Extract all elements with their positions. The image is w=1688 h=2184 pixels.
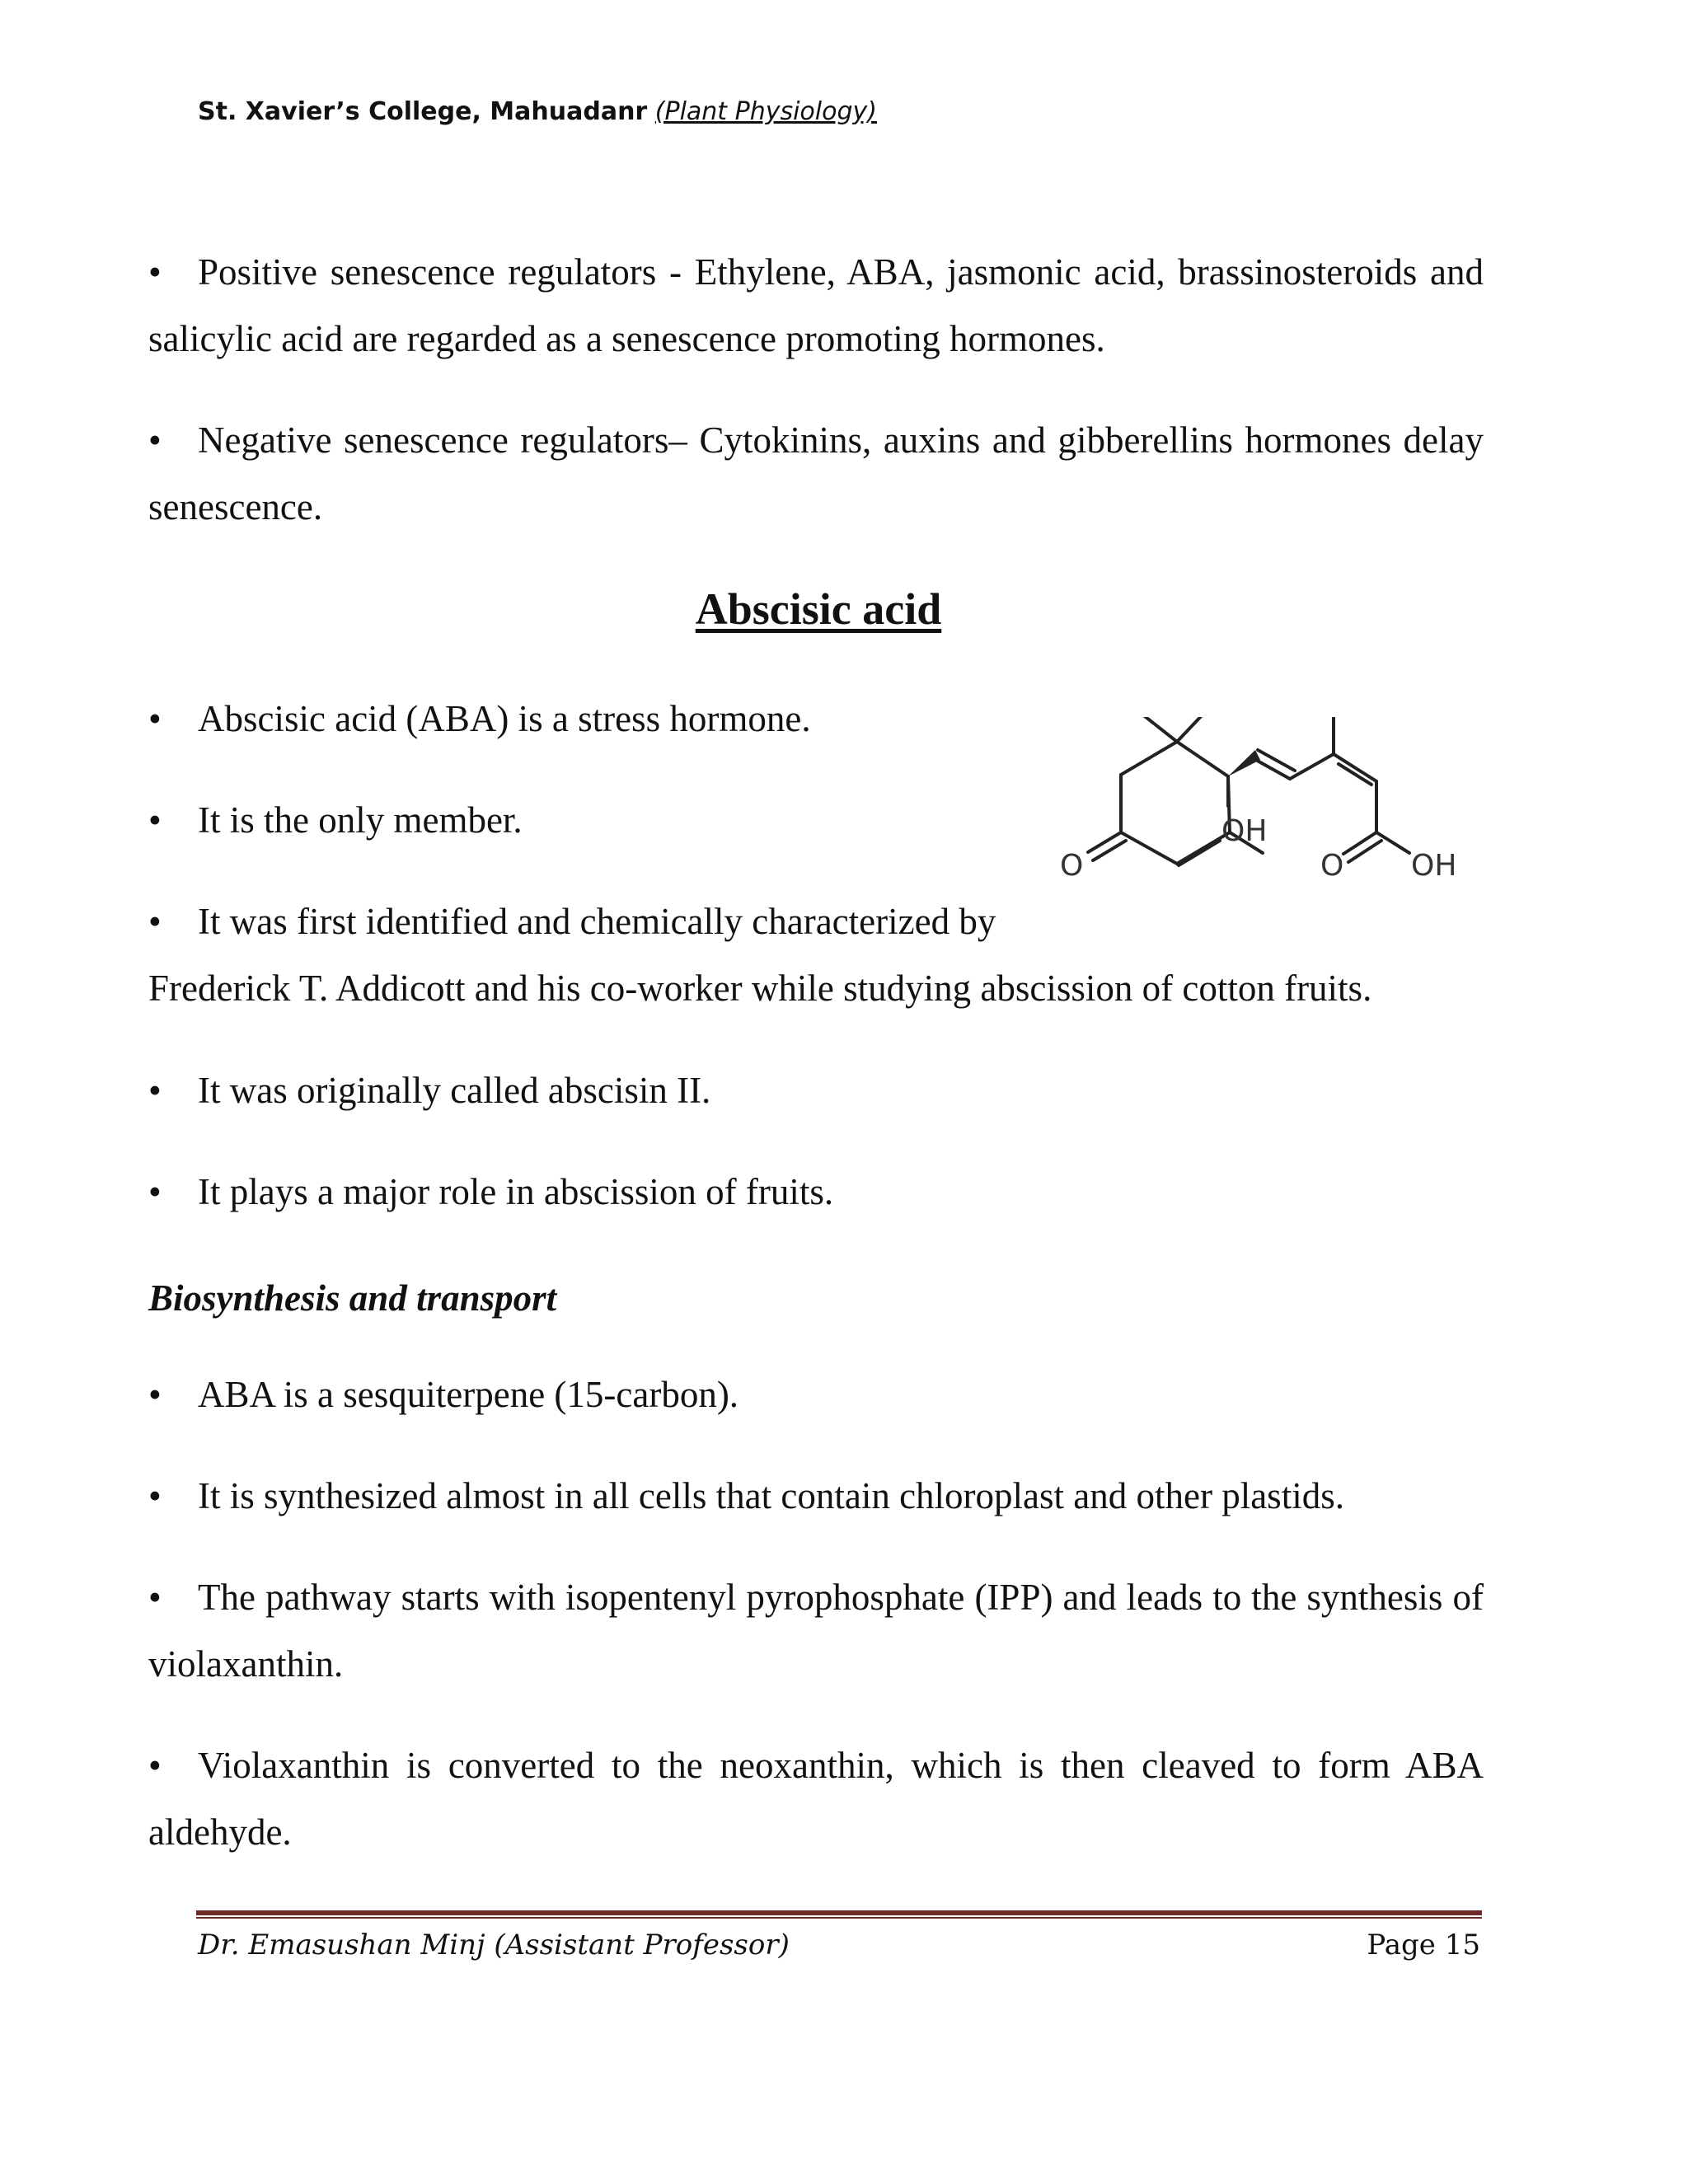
bullet-icon: •: [148, 1070, 162, 1111]
bullet-aba-stress: • Abscisic acid (ABA) is a stress hormone.: [148, 686, 1484, 752]
ring-double-bond-inner: [1179, 841, 1220, 865]
methyl-bond: [1142, 717, 1177, 742]
bullet-synthesized: • It is synthesized almost in all cells that contain chloroplast and other plastids.: [148, 1463, 1484, 1530]
methyl-bond: [1177, 717, 1205, 742]
label-o-acid: O: [1320, 849, 1344, 883]
chain-double-bond-2: [1258, 750, 1295, 771]
footer-page-number: Page 15: [1367, 1929, 1480, 1961]
bullet-violaxanthin: • Violaxanthin is converted to the neoxanthin, which is then cleaved to form ABA aldehyde.: [148, 1732, 1484, 1866]
subsection-title: Biosynthesis and transport: [148, 1277, 557, 1319]
bullet-icon: •: [148, 901, 162, 942]
ring-bond: [1177, 742, 1228, 776]
bullet-abscission-role: • It plays a major role in abscission of fruits.: [148, 1159, 1484, 1226]
footer-divider: [196, 1910, 1482, 1919]
bullet-sesquiterpene: • ABA is a sesquiterpene (15-carbon).: [148, 1361, 1484, 1428]
ketone-bond: [1088, 832, 1121, 852]
chain-bond: [1290, 754, 1334, 779]
bullet-positive-regulators: • Positive senescence regulators - Ethylene, ABA, jasmonic acid, brassinosteroids and salicylic acid are regarded as a senescence promoting hormones.: [148, 239, 1484, 373]
acid-hydroxyl-bond: [1376, 832, 1409, 853]
bullet-icon: •: [148, 251, 162, 293]
label-oh-acid: OH: [1411, 849, 1457, 883]
bullet-identified: • It was first identified and chemically characterized by Frederick T. Addicott and his co-worker while studying abscission of cotton fruits.: [148, 888, 1484, 1022]
acid-carbonyl-bond-2: [1348, 841, 1381, 862]
section-title: Abscisic acid: [695, 584, 942, 634]
bullet-icon: •: [148, 1171, 162, 1212]
wedge-bond: [1228, 750, 1260, 776]
label-oh-ring: OH: [1221, 814, 1268, 848]
footer-author: Dr. Emasushan Minj (Assistant Professor): [198, 1929, 790, 1961]
subject-name: (Plant Physiology): [654, 97, 877, 126]
label-o-ketone: O: [1060, 849, 1084, 883]
bullet-icon: •: [148, 1374, 162, 1415]
ketone-bond-2: [1093, 841, 1126, 860]
bullet-icon: •: [148, 799, 162, 841]
bullet-icon: •: [148, 1475, 162, 1516]
ring-bond: [1121, 832, 1177, 864]
ring-bond: [1121, 742, 1177, 775]
bullet-icon: •: [148, 419, 162, 461]
page-header: [198, 97, 877, 126]
acid-carbonyl-bond: [1343, 832, 1376, 854]
bullet-icon: •: [148, 1577, 162, 1618]
bullet-identified-continuation: Frederick T. Addicott and his co-worker while studying abscission of cotton fruits.: [148, 968, 1372, 1009]
bullet-only-member: • It is the only member.: [148, 787, 1484, 854]
college-name: St. Xavier’s College, Mahuadanr: [198, 97, 648, 126]
bullet-negative-regulators: • Negative senescence regulators– Cytokinins, auxins and gibberellins hormones delay senescence.: [148, 407, 1484, 541]
chain-double-bond: [1334, 754, 1376, 781]
bullet-abscisin: • It was originally called abscisin II.: [148, 1057, 1484, 1124]
bullet-pathway: • The pathway starts with isopentenyl pyrophosphate (IPP) and leads to the synthesis of violaxanthin.: [148, 1564, 1484, 1698]
abscisic-acid-structure: [1055, 717, 1484, 915]
bullet-icon: •: [148, 1745, 162, 1786]
bullet-icon: •: [148, 698, 162, 739]
chain-double-bond: [1253, 758, 1290, 779]
